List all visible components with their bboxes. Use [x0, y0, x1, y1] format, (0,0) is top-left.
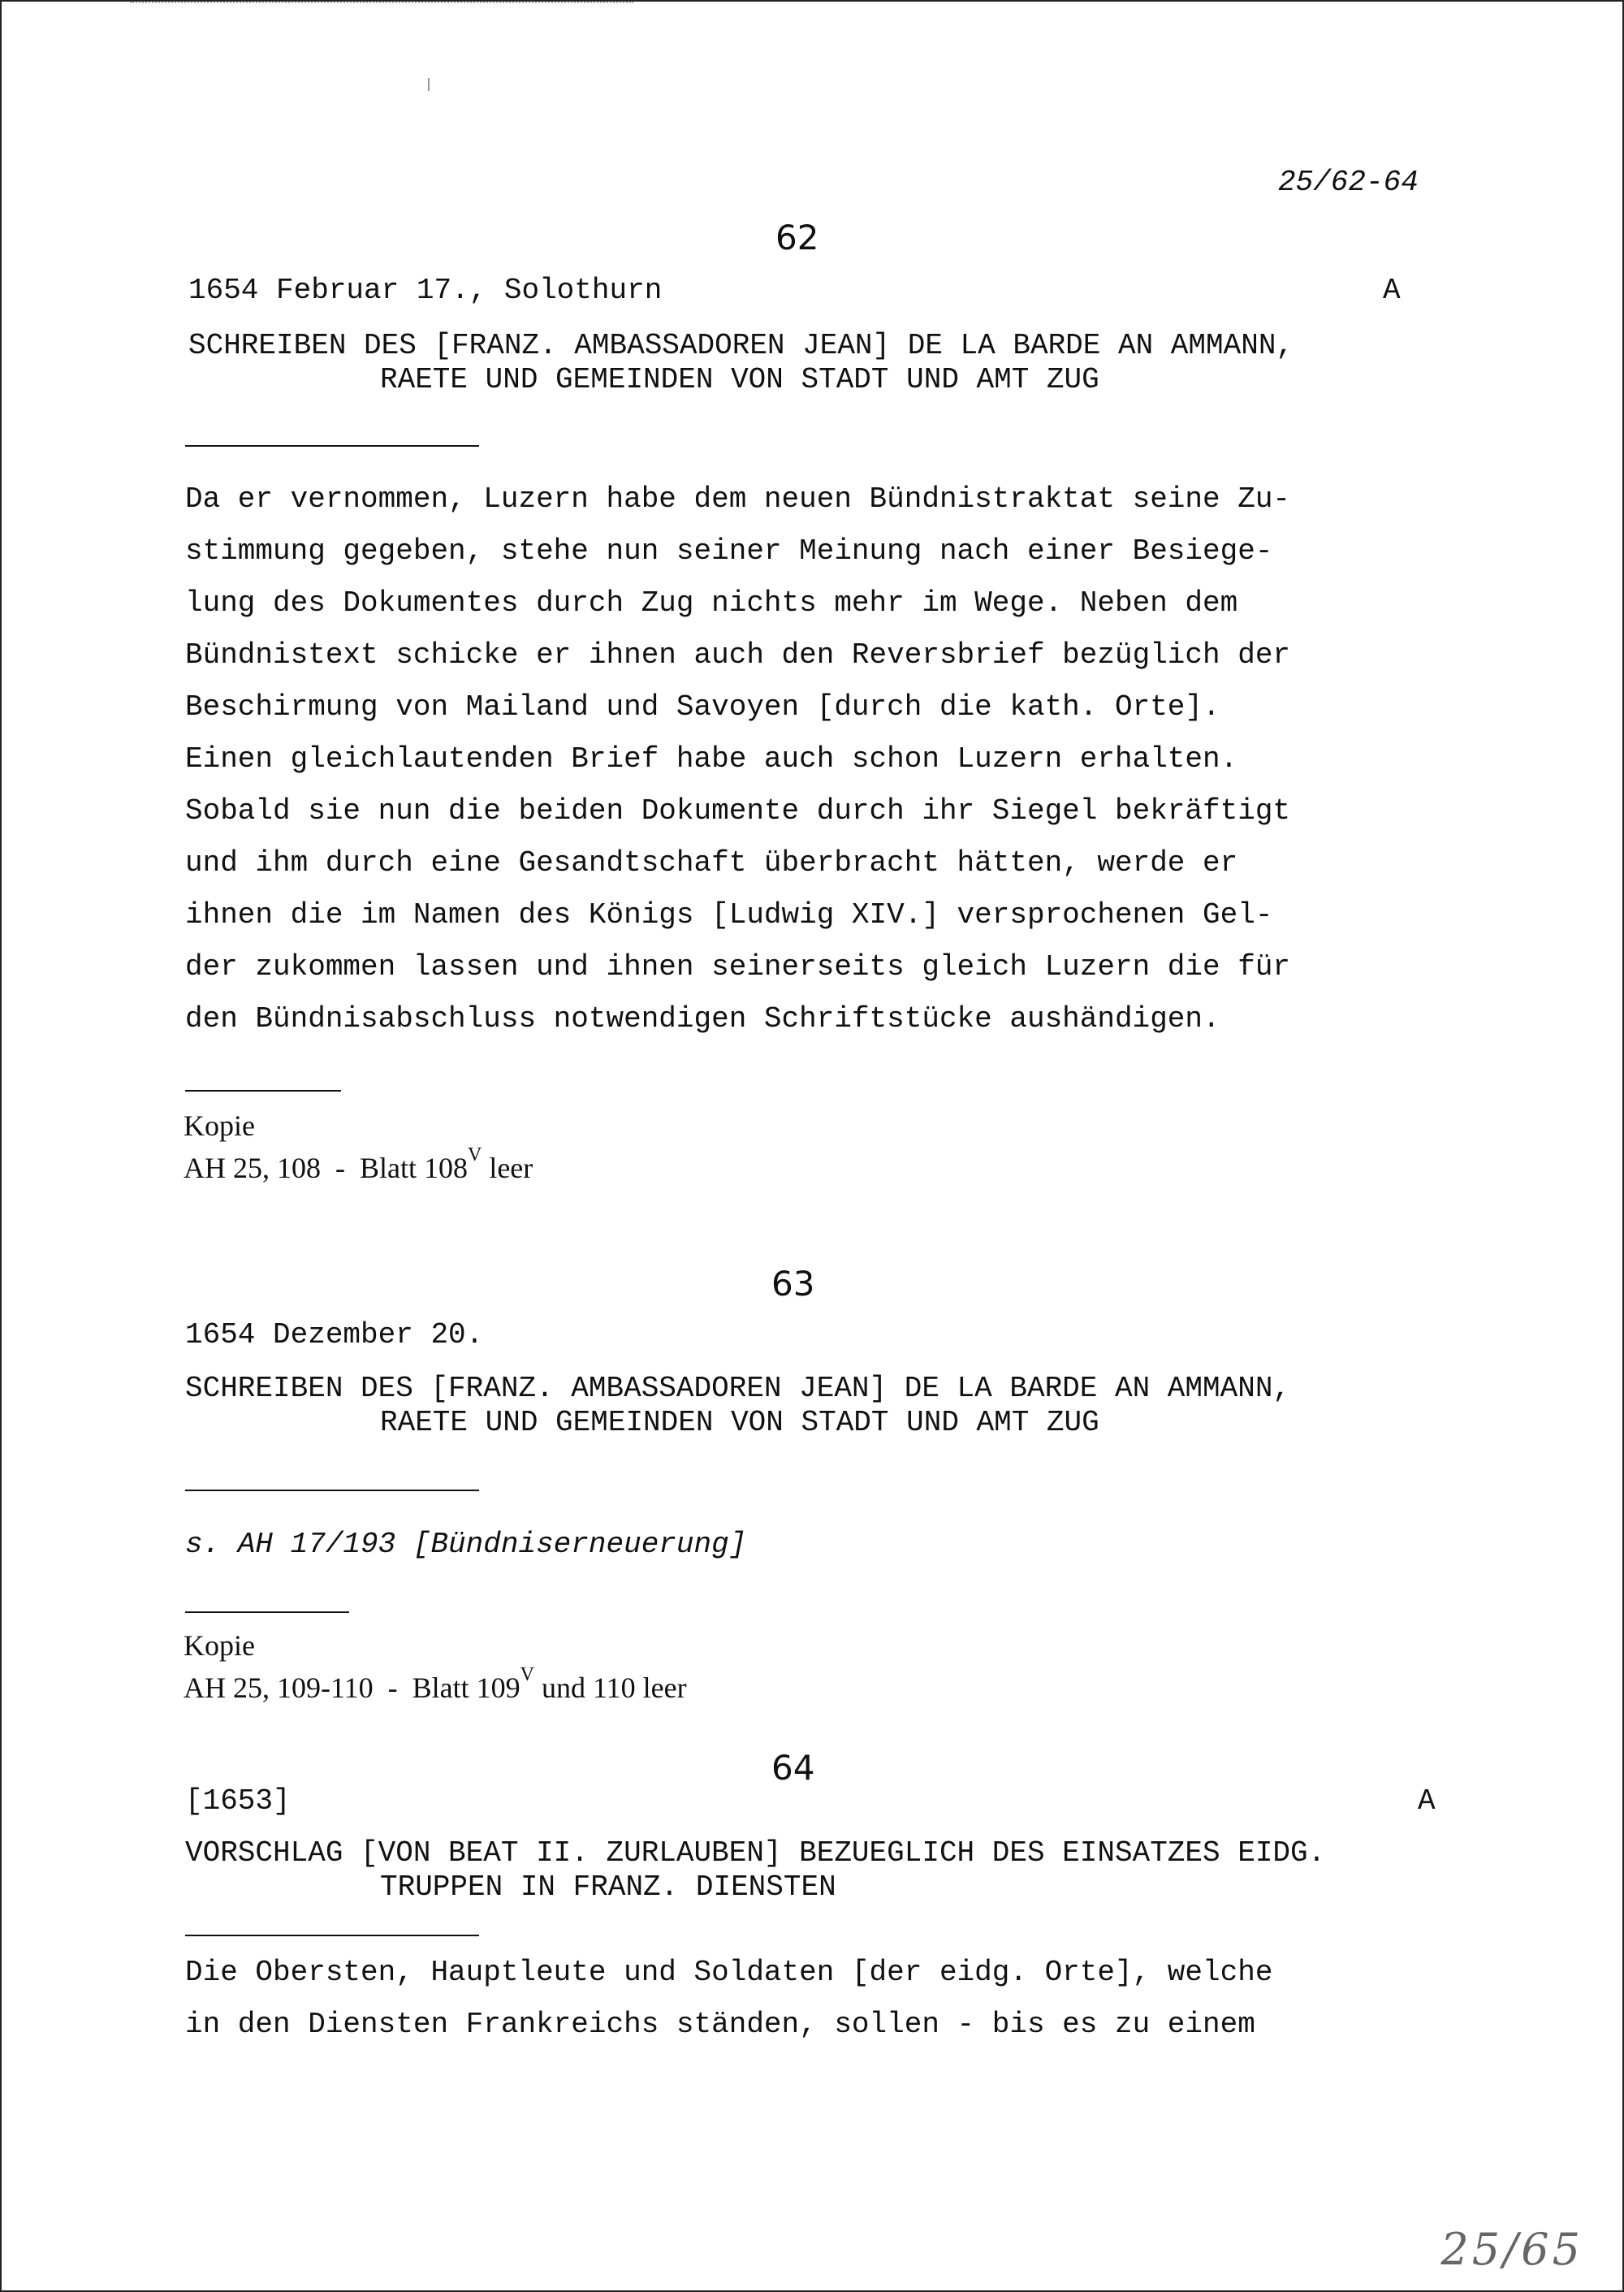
- document-title: VORSCHLAG [VON BEAT II. ZURLAUBEN] BEZUEGLICH DES EINSATZES EIDG.: [185, 1836, 1326, 1870]
- body-line: Beschirmung von Mailand und Savoyen [durch die kath. Orte].: [185, 690, 1220, 724]
- scan-artifact: [428, 78, 430, 91]
- separator-rule: [185, 1490, 479, 1491]
- document-title-continued: RAETE UND GEMEINDEN VON STADT UND AMT ZUG: [380, 363, 1099, 396]
- separator-rule: [185, 1611, 349, 1613]
- body-line: Da er vernommen, Luzern habe dem neuen Bündnistraktat seine Zu-: [185, 482, 1291, 516]
- document-mark: A: [1383, 274, 1401, 307]
- document-date: 1654 Dezember 20.: [185, 1318, 484, 1351]
- cross-reference-note: s. AH 17/193 [Bündniserneuerung]: [185, 1528, 747, 1561]
- verso-mark: V: [520, 1664, 534, 1685]
- document-title-continued: RAETE UND GEMEINDEN VON STADT UND AMT ZUG: [380, 1406, 1099, 1439]
- body-line: Einen gleichlautenden Brief habe auch schon Luzern erhalten.: [185, 742, 1238, 776]
- body-line: ihnen die im Namen des Königs [Ludwig XIV.] versprochenen Gel-: [185, 898, 1273, 932]
- document-mark: A: [1418, 1784, 1436, 1818]
- body-line: den Bündnisabschluss notwendigen Schriftstücke aushändigen.: [185, 1002, 1220, 1036]
- source-ref-text: AH 25, 109-110 - Blatt 109: [184, 1671, 520, 1704]
- source-ref-text: AH 25, 108 - Blatt 108: [184, 1152, 468, 1184]
- body-line: in den Diensten Frankreichs ständen, sollen - bis es zu einem: [185, 2008, 1255, 2041]
- body-line: Bündnistext schicke er ihnen auch den Reversbrief bezüglich der: [185, 638, 1291, 672]
- document-title-continued: TRUPPEN IN FRANZ. DIENSTEN: [380, 1870, 836, 1904]
- document-number: 63: [771, 1264, 815, 1304]
- body-line: lung des Dokumentes durch Zug nichts mehr im Wege. Neben dem: [185, 586, 1238, 620]
- source-tail: und 110 leer: [533, 1671, 687, 1704]
- separator-rule: [185, 1935, 479, 1936]
- body-line: und ihm durch eine Gesandtschaft überbracht hätten, werde er: [185, 846, 1238, 880]
- body-line: stimmung gegeben, stehe nun seiner Meinung nach einer Besiege-: [185, 534, 1273, 568]
- document-date: 1654 Februar 17., Solothurn: [188, 274, 663, 307]
- document-number: 62: [775, 218, 819, 257]
- body-line: der zukommen lassen und ihnen seinerseits gleich Luzern die für: [185, 950, 1291, 984]
- body-line: Die Obersten, Hauptleute und Soldaten [der eidg. Orte], welche: [185, 1956, 1273, 1989]
- body-line: Sobald sie nun die beiden Dokumente durch ihr Siegel bekräftigt: [185, 794, 1291, 828]
- separator-rule: [185, 1090, 341, 1092]
- document-title: SCHREIBEN DES [FRANZ. AMBASSADOREN JEAN] DE LA BARDE AN AMMANN,: [188, 329, 1294, 362]
- verso-mark: V: [467, 1144, 482, 1165]
- source-tail: leer: [482, 1152, 533, 1184]
- document-number: 64: [771, 1748, 815, 1788]
- source-type: Kopie: [184, 1629, 255, 1662]
- scan-artifact: [130, 2, 633, 8]
- document-title: SCHREIBEN DES [FRANZ. AMBASSADOREN JEAN] DE LA BARDE AN AMMANN,: [185, 1372, 1291, 1405]
- source-reference: [184, 1144, 533, 1186]
- handwritten-page-mark: 25/65: [1440, 2224, 1583, 2275]
- separator-rule: [185, 445, 479, 447]
- document-date: [1653]: [185, 1784, 291, 1818]
- source-reference: [184, 1663, 687, 1706]
- header-reference: 25/62-64: [1278, 166, 1419, 199]
- source-type: Kopie: [184, 1109, 255, 1142]
